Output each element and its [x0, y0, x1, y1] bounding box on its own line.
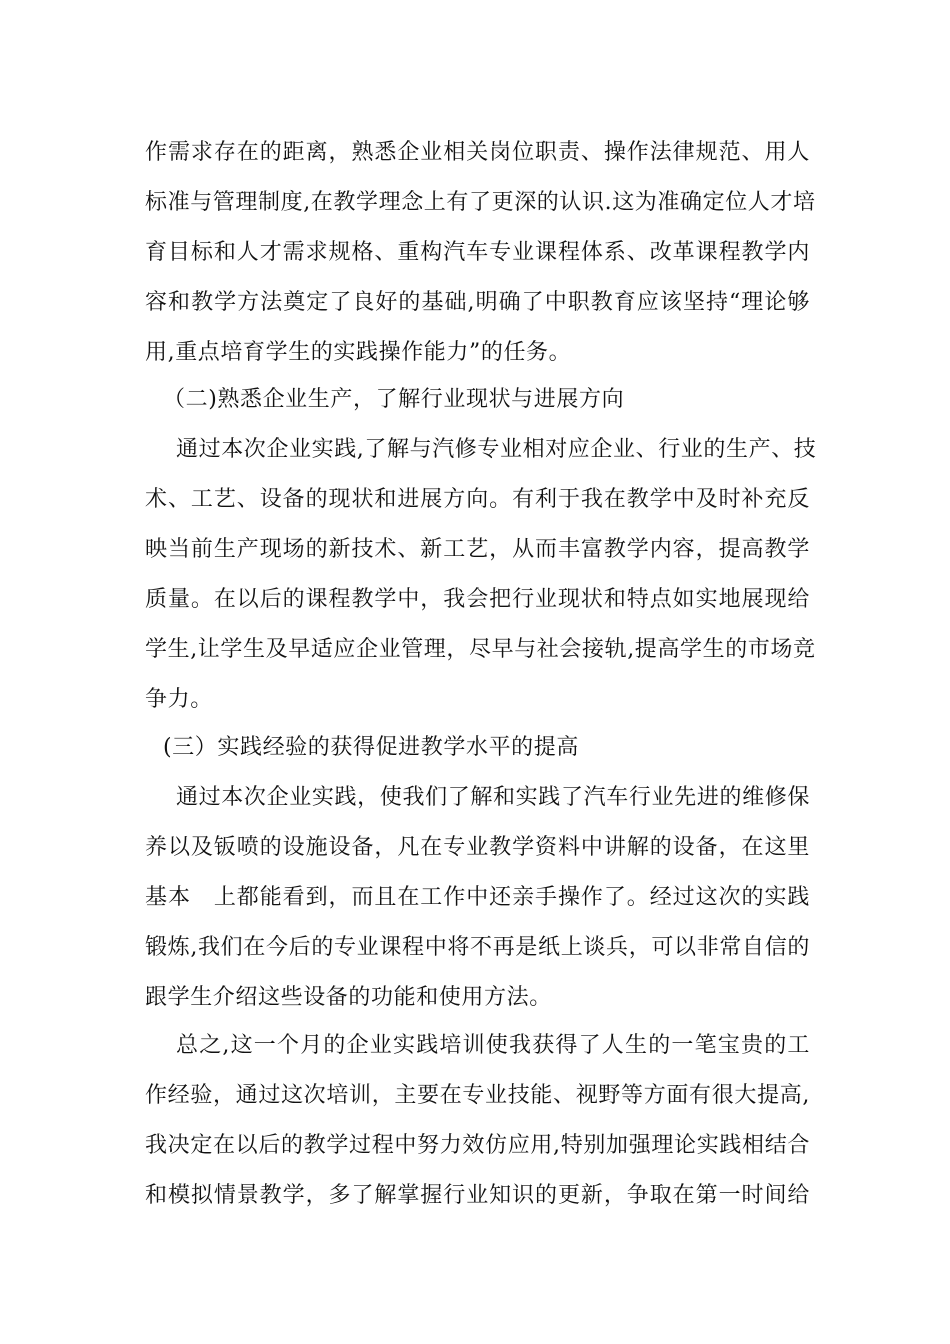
paragraph-line: 学生,让学生及早适应企业管理，尽早与社会接轨,提高学生的市场竞: [145, 637, 816, 662]
paragraph-line: 基本 上都能看到，而且在工作中还亲手操作了。经过这次的实践: [145, 885, 810, 910]
paragraph-line: 养以及钣喷的设施设备，凡在专业教学资料中讲解的设备，在这里: [145, 835, 810, 860]
paragraph-line: 作需求存在的距离，熟悉企业相关岗位职责、操作法律规范、用人: [145, 140, 810, 165]
paragraph-line: 锻炼,我们在今后的专业课程中将不再是纸上谈兵，可以非常自信的: [145, 935, 810, 960]
section-heading: （二)熟悉企业生产，了解行业现状与进展方向: [163, 387, 625, 412]
paragraph-line: 质量。在以后的课程教学中，我会把行业现状和特点如实地展现给: [145, 587, 810, 612]
paragraph-line: 争力。: [145, 687, 213, 712]
paragraph-line: 通过本次企业实践,了解与汽修专业相对应企业、行业的生产、技: [176, 437, 817, 462]
section-heading: (三）实践经验的获得促进教学水平的提高: [163, 735, 579, 760]
paragraph-line: 我决定在以后的教学过程中努力效仿应用,特别加强理论实践相结合: [145, 1133, 810, 1158]
paragraph-line: 通过本次企业实践，使我们了解和实践了汽车行业先进的维修保: [176, 785, 810, 810]
paragraph-line: 育目标和人才需求规格、重构汽车专业课程体系、改革课程教学内: [145, 240, 810, 265]
paragraph-line: 术、工艺、设备的现状和进展方向。有利于我在教学中及时补充反: [145, 487, 810, 512]
paragraph-line: 用,重点培育学生的实践操作能力”的任务。: [145, 340, 572, 365]
paragraph-line: 跟学生介绍这些设备的功能和使用方法。: [145, 985, 552, 1010]
paragraph-line: 容和教学方法奠定了良好的基础,明确了中职教育应该坚持“理论够: [145, 290, 810, 315]
paragraph-line: 标准与管理制度,在教学理念上有了更深的认识.这为准确定位人才培: [145, 190, 816, 215]
paragraph-line: 映当前生产现场的新技术、新工艺，从而丰富教学内容，提高教学: [145, 537, 810, 562]
paragraph-line: 作经验，通过这次培训，主要在专业技能、视野等方面有很大提高,: [145, 1083, 810, 1108]
paragraph-line: 总之,这一个月的企业实践培训使我获得了人生的一笔宝贵的工: [176, 1033, 810, 1058]
paragraph-line: 和模拟情景教学，多了解掌握行业知识的更新，争取在第一时间给: [145, 1183, 810, 1208]
